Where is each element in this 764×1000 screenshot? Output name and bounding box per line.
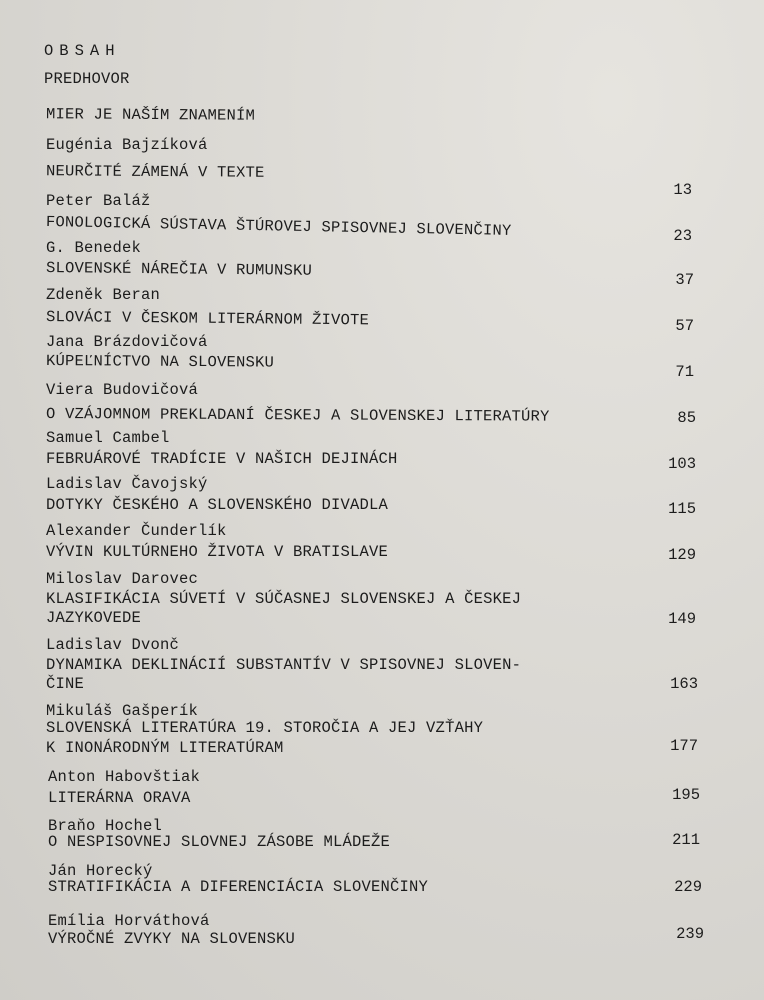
entry-title: FONOLOGICKÁ SÚSTAVA ŠTÚROVEJ SPISOVNEJ SLOVENČINY bbox=[45, 213, 512, 240]
entry-author: Peter Baláž bbox=[46, 192, 151, 210]
entry-title: VÝVIN KULTÚRNEHO ŽIVOTA V BRATISLAVE bbox=[46, 543, 389, 561]
entry-author: Eugénia Bajzíková bbox=[46, 136, 208, 154]
entry-title: KÚPEĽNÍCTVO NA SLOVENSKU bbox=[45, 352, 275, 372]
entry-page-number: 229 bbox=[674, 878, 702, 896]
entry-title: MIER JE NAŠÍM ZNAMENÍM bbox=[45, 105, 256, 125]
entry-page-number: 85 bbox=[677, 409, 696, 427]
entry-author: Anton Habovštiak bbox=[48, 768, 201, 786]
entry-title-continuation: K INONÁRODNÝM LITERATÚRAM bbox=[46, 739, 284, 757]
entry-author: Zdeněk Beran bbox=[46, 286, 161, 304]
entry-page-number: 129 bbox=[668, 546, 696, 564]
entry-title: DYNAMIKA DEKLINÁCIÍ SUBSTANTÍV V SPISOVNEJ SLOVEN- bbox=[46, 656, 522, 674]
entry-author: Ladislav Čavojský bbox=[46, 475, 208, 493]
entry-page-number: 23 bbox=[673, 227, 692, 245]
entry-author: G. Benedek bbox=[46, 239, 142, 257]
entry-title: O NESPISOVNEJ SLOVNEJ ZÁSOBE MLÁDEŽE bbox=[48, 833, 391, 851]
entry-author: Jana Brázdovičová bbox=[46, 333, 208, 351]
entry-title: LITERÁRNA ORAVA bbox=[48, 789, 191, 807]
entry-title: NEURČITÉ ZÁMENÁ V TEXTE bbox=[45, 162, 265, 182]
entry-author: Ján Horecký bbox=[48, 862, 153, 880]
entry-author: Braňo Hochel bbox=[48, 817, 163, 835]
entry-page-number: 163 bbox=[670, 675, 698, 693]
entry-author: Mikuláš Gašperík bbox=[46, 702, 199, 720]
entry-title: VÝROČNÉ ZVYKY NA SLOVENSKU bbox=[48, 930, 296, 948]
entry-author: Emília Horváthová bbox=[48, 912, 210, 930]
entry-page-number: 115 bbox=[668, 500, 696, 518]
entry-author: Viera Budovičová bbox=[46, 381, 199, 399]
entry-author: Miloslav Darovec bbox=[46, 570, 199, 588]
entry-title: O VZÁJOMNOM PREKLADANÍ ČESKEJ A SLOVENSKEJ LITERATÚRY bbox=[45, 405, 550, 426]
entry-title: KLASIFIKÁCIA SÚVETÍ V SÚČASNEJ SLOVENSKEJ A ČESKEJ bbox=[46, 590, 522, 608]
entry-author: Alexander Čunderlík bbox=[46, 522, 227, 540]
entry-title: DOTYKY ČESKÉHO A SLOVENSKÉHO DIVADLA bbox=[46, 496, 389, 514]
entry-page-number: 13 bbox=[673, 181, 692, 199]
entry-title: FEBRUÁROVÉ TRADÍCIE V NAŠICH DEJINÁCH bbox=[46, 450, 398, 468]
contents-heading: OBSAH bbox=[44, 42, 121, 60]
entry-page-number: 37 bbox=[675, 271, 694, 289]
entry-page-number: 177 bbox=[670, 737, 698, 755]
entry-title-continuation: ČINE bbox=[46, 675, 85, 693]
entry-author: Samuel Cambel bbox=[46, 429, 170, 447]
entry-page-number: 57 bbox=[675, 317, 694, 335]
entry-page-number: 103 bbox=[668, 455, 696, 473]
entry-page-number: 149 bbox=[668, 610, 696, 628]
entry-title: SLOVENSKÁ LITERATÚRA 19. STOROČIA A JEJ VZŤAHY bbox=[46, 719, 484, 737]
entry-page-number: 195 bbox=[672, 786, 700, 804]
entry-author: Ladislav Dvonč bbox=[46, 636, 180, 654]
entry-page-number: 71 bbox=[675, 363, 694, 381]
entry-title: SLOVENSKÉ NÁREČIA V RUMUNSKU bbox=[45, 259, 313, 280]
entry-page-number: 211 bbox=[672, 831, 700, 849]
entry-page-number: 239 bbox=[676, 925, 704, 943]
entry-title: SLOVÁCI V ČESKOM LITERÁRNOM ŽIVOTE bbox=[45, 308, 370, 330]
entry-title-continuation: JAZYKOVEDE bbox=[46, 609, 142, 627]
preface-entry: PREDHOVOR bbox=[44, 70, 130, 88]
entry-title: STRATIFIKÁCIA A DIFERENCIÁCIA SLOVENČINY bbox=[48, 878, 429, 896]
